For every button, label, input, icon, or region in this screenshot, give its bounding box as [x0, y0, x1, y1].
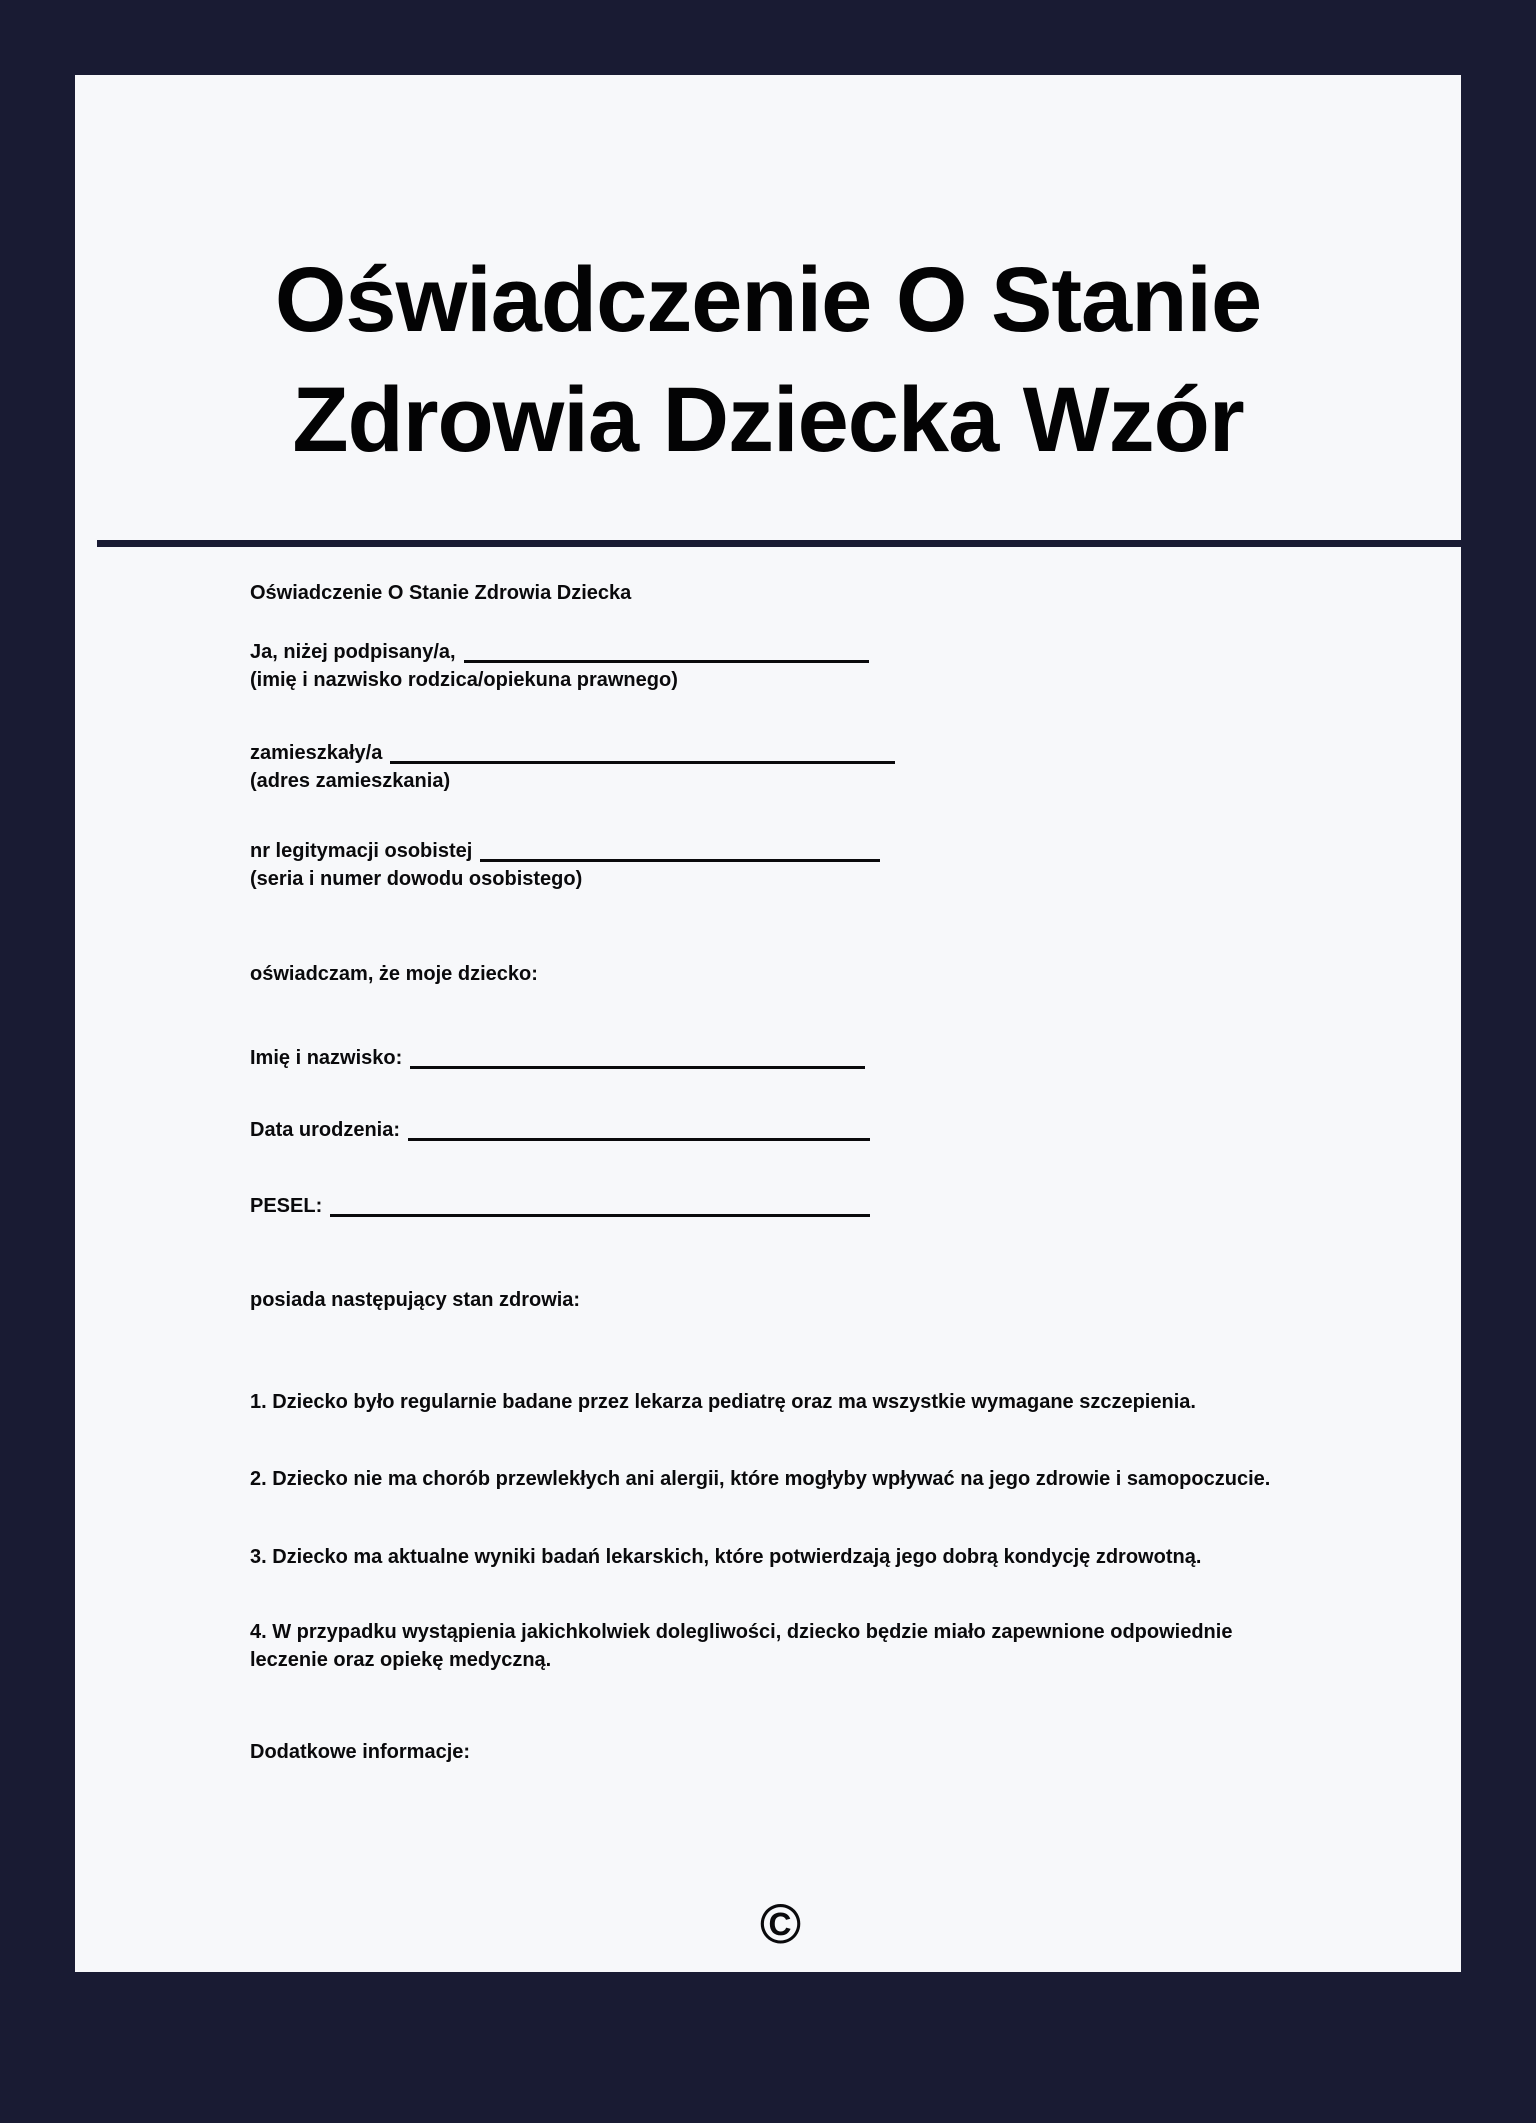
declarant-name-blank-line [464, 641, 869, 663]
divider [97, 540, 1461, 547]
address-hint: (adres zamieszkania) [250, 770, 451, 792]
pesel-label: PESEL: [250, 1195, 323, 1217]
declarant-name-row [250, 638, 1311, 694]
id-number-hint: (seria i numer dowodu osobistego) [250, 868, 583, 890]
document-page [75, 75, 1461, 1972]
birth-date-label: Data urodzenia: [250, 1119, 401, 1141]
copyright-icon: © [759, 1892, 802, 1955]
id-number-blank-line [480, 840, 880, 862]
pesel-row [250, 1192, 1311, 1220]
additional-info-label: Dodatkowe informacje: [250, 1741, 471, 1763]
health-statement-2: 2. Dziecko nie ma chorób przewlekłych ani alergii, które mogłyby wpływać na jego zdrowie i samopoczucie. [250, 1468, 1271, 1490]
birth-date-row [250, 1116, 1311, 1144]
health-intro: posiada następujący stan zdrowia: [250, 1289, 581, 1311]
address-blank-line [390, 742, 895, 764]
declarant-name-line [250, 638, 1311, 666]
pesel-blank-line [330, 1195, 870, 1217]
document-title: Oświadczenie O Stanie Zdrowia Dziecka Wzór [274, 249, 1262, 471]
declaration-intro: oświadczam, że moje dziecko: [250, 963, 538, 985]
declarant-name-hint: (imię i nazwisko rodzica/opiekuna prawnego) [250, 669, 678, 691]
address-label: zamieszkały/a [250, 742, 383, 764]
child-name-label: Imię i nazwisko: [250, 1047, 403, 1069]
id-number-row [250, 837, 1311, 893]
health-statement-1: 1. Dziecko było regularnie badane przez lekarza pediatrę oraz ma wszystkie wymagane szczepienia. [250, 1391, 1196, 1413]
child-name-row [250, 1044, 1311, 1072]
child-name-blank-line [410, 1047, 865, 1069]
health-statement-4: 4. W przypadku wystąpienia jakichkolwiek dolegliwości, dziecko będzie miało zapewnione odpowiednie leczenie oraz opiekę medyczną. [250, 1621, 1233, 1671]
id-number-label: nr legitymacji osobistej [250, 840, 473, 862]
document-body [75, 579, 1461, 1955]
address-line [250, 739, 1311, 767]
health-statement-3: 3. Dziecko ma aktualne wyniki badań lekarskich, które potwierdzają jego dobrą kondycję zdrowotną. [250, 1546, 1202, 1568]
declarant-name-label: Ja, niżej podpisany/a, [250, 641, 456, 663]
address-row [250, 739, 1311, 795]
id-number-line [250, 837, 1311, 865]
form-heading: Oświadczenie O Stanie Zdrowia Dziecka [250, 582, 632, 604]
birth-date-blank-line [408, 1119, 870, 1141]
